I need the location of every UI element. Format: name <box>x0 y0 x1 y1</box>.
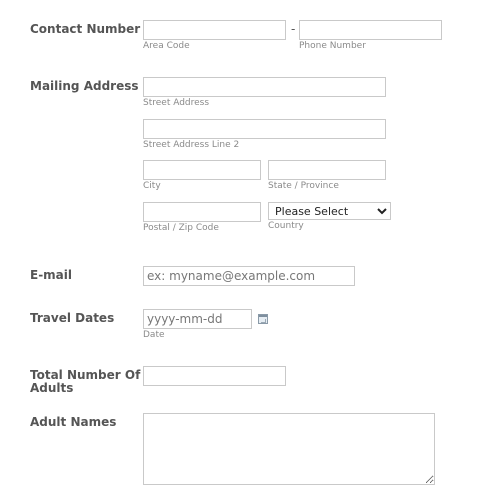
travel-date-sublabel: Date <box>143 330 165 340</box>
postal-zip-sublabel: Postal / Zip Code <box>143 223 219 233</box>
adult-names-textarea[interactable] <box>143 413 435 485</box>
phone-number-sublabel: Phone Number <box>299 41 366 51</box>
calendar-icon[interactable] <box>258 314 268 324</box>
street-address-line2-sublabel: Street Address Line 2 <box>143 140 240 150</box>
travel-date-input[interactable] <box>143 309 252 329</box>
street-address-line2-input[interactable] <box>143 119 386 139</box>
phone-separator: - <box>291 22 296 36</box>
email-label: E-mail <box>30 268 73 282</box>
city-sublabel: City <box>143 181 161 191</box>
mailing-address-label: Mailing Address <box>30 79 139 93</box>
area-code-sublabel: Area Code <box>143 41 190 51</box>
total-adults-label-line1: Total Number Of <box>30 368 141 382</box>
state-province-input[interactable] <box>268 160 386 180</box>
adult-names-label: Adult Names <box>30 415 117 429</box>
phone-number-input[interactable] <box>299 20 442 40</box>
total-adults-label-line2: Adults <box>30 381 74 395</box>
postal-zip-input[interactable] <box>143 202 261 222</box>
city-input[interactable] <box>143 160 261 180</box>
total-adults-input[interactable] <box>143 366 286 386</box>
contact-number-label: Contact Number <box>30 22 141 36</box>
street-address-sublabel: Street Address <box>143 98 210 108</box>
country-sublabel: Country <box>268 221 304 231</box>
area-code-input[interactable] <box>143 20 286 40</box>
total-adults-label <box>30 369 140 395</box>
email-input[interactable] <box>143 266 355 286</box>
travel-dates-label: Travel Dates <box>30 311 115 325</box>
street-address-input[interactable] <box>143 77 386 97</box>
state-province-sublabel: State / Province <box>268 181 339 191</box>
country-select[interactable] <box>268 202 391 220</box>
